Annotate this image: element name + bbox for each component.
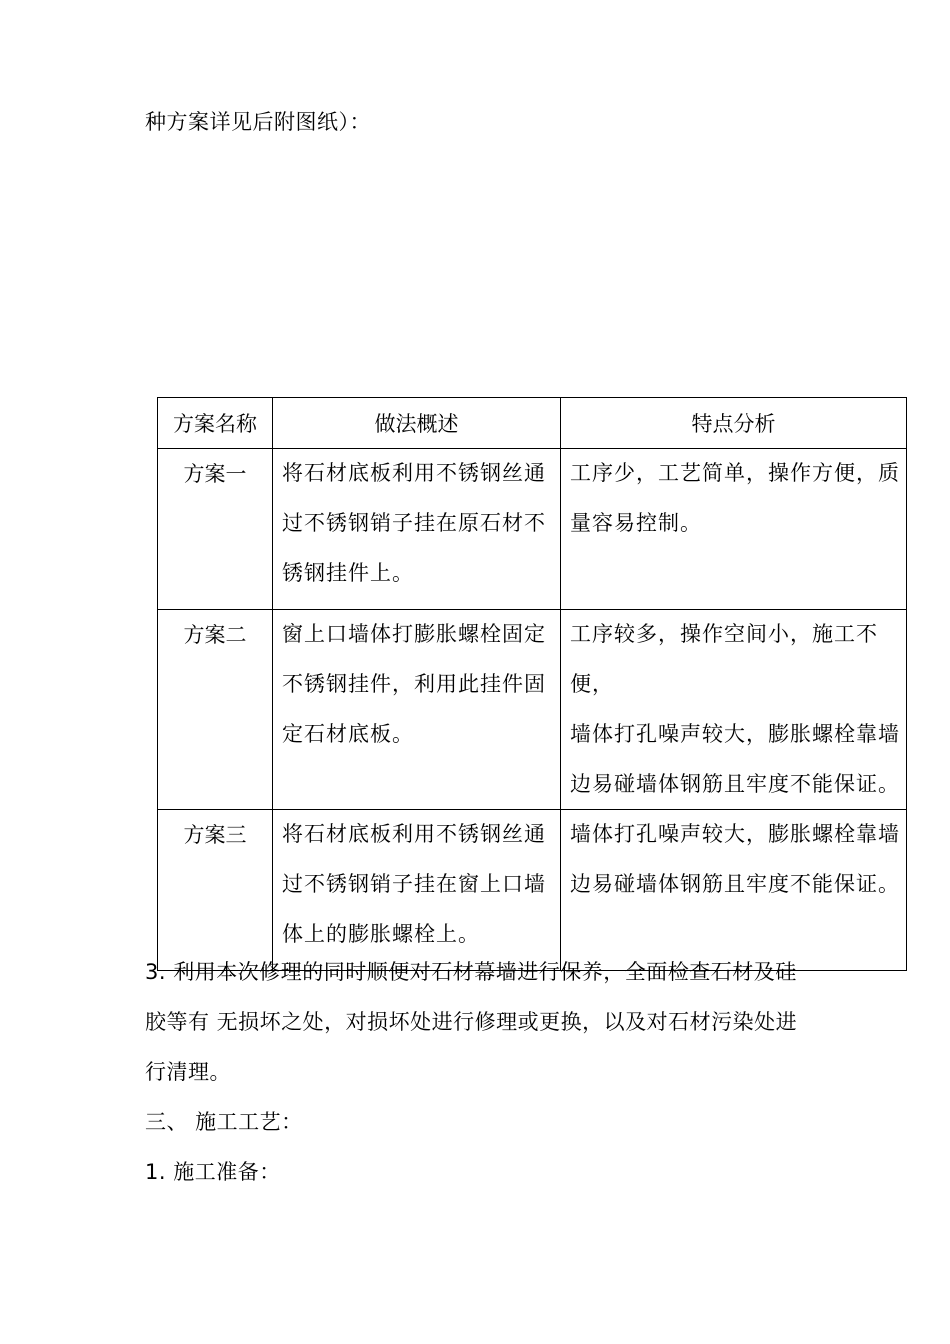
header-features: 特点分析 bbox=[561, 398, 907, 449]
plan-name-cell: 方案三 bbox=[158, 810, 273, 971]
table-row bbox=[158, 449, 907, 610]
method-line: 不锈钢挂件，利用此挂件固 bbox=[282, 672, 546, 696]
plan-name-cell: 方案二 bbox=[158, 610, 273, 810]
method-line: 体上的膨胀螺栓上。 bbox=[282, 922, 480, 946]
method-line: 将石材底板利用不锈钢丝通 bbox=[282, 822, 546, 846]
method-line: 定石材底板。 bbox=[282, 722, 414, 746]
method-cell bbox=[273, 810, 561, 971]
method-line: 过不锈钢销子挂在窗上口墙 bbox=[282, 872, 546, 896]
features-line: 边易碰墙体钢筋且牢度不能保证。 bbox=[570, 772, 900, 796]
method-cell bbox=[273, 449, 561, 610]
features-line: 量容易控制。 bbox=[570, 511, 702, 535]
paragraph-3-line-2: 胶等有 无损坏之处，对损坏处进行修理或更换，以及对石材污染处进 bbox=[145, 1010, 798, 1034]
paragraph-3-line-1: 3. 利用本次修理的同时顺便对石材幕墙进行保养，全面检查石材及硅 bbox=[145, 960, 797, 984]
method-line: 窗上口墙体打膨胀螺栓固定 bbox=[282, 622, 546, 646]
intro-line: 种方案详见后附图纸）： bbox=[145, 110, 371, 134]
method-line: 过不锈钢销子挂在原石材不 bbox=[282, 511, 546, 535]
features-line: 墙体打孔噪声较大，膨胀螺栓靠墙 bbox=[570, 822, 900, 846]
subsection-heading: 1. 施工准备： bbox=[145, 1160, 281, 1184]
features-cell bbox=[561, 810, 907, 971]
features-cell bbox=[561, 449, 907, 610]
features-line: 墙体打孔噪声较大，膨胀螺栓靠墙 bbox=[570, 722, 900, 746]
header-plan-name: 方案名称 bbox=[158, 398, 273, 449]
table-header-row bbox=[158, 398, 907, 449]
features-cell bbox=[561, 610, 907, 810]
features-line: 工序较多，操作空间小，施工不便， bbox=[570, 622, 878, 696]
method-cell bbox=[273, 610, 561, 810]
header-method: 做法概述 bbox=[273, 398, 561, 449]
plan-name-cell: 方案一 bbox=[158, 449, 273, 610]
table-row bbox=[158, 610, 907, 810]
plan-comparison-table bbox=[157, 397, 907, 971]
paragraph-3-line-3: 行清理。 bbox=[145, 1060, 231, 1084]
features-line: 边易碰墙体钢筋且牢度不能保证。 bbox=[570, 872, 900, 896]
features-line: 工序少，工艺简单，操作方便，质 bbox=[570, 461, 900, 485]
method-line: 锈钢挂件上。 bbox=[282, 561, 414, 585]
section-heading: 三、 施工工艺： bbox=[145, 1110, 303, 1134]
table-row bbox=[158, 810, 907, 971]
method-line: 将石材底板利用不锈钢丝通 bbox=[282, 461, 546, 485]
